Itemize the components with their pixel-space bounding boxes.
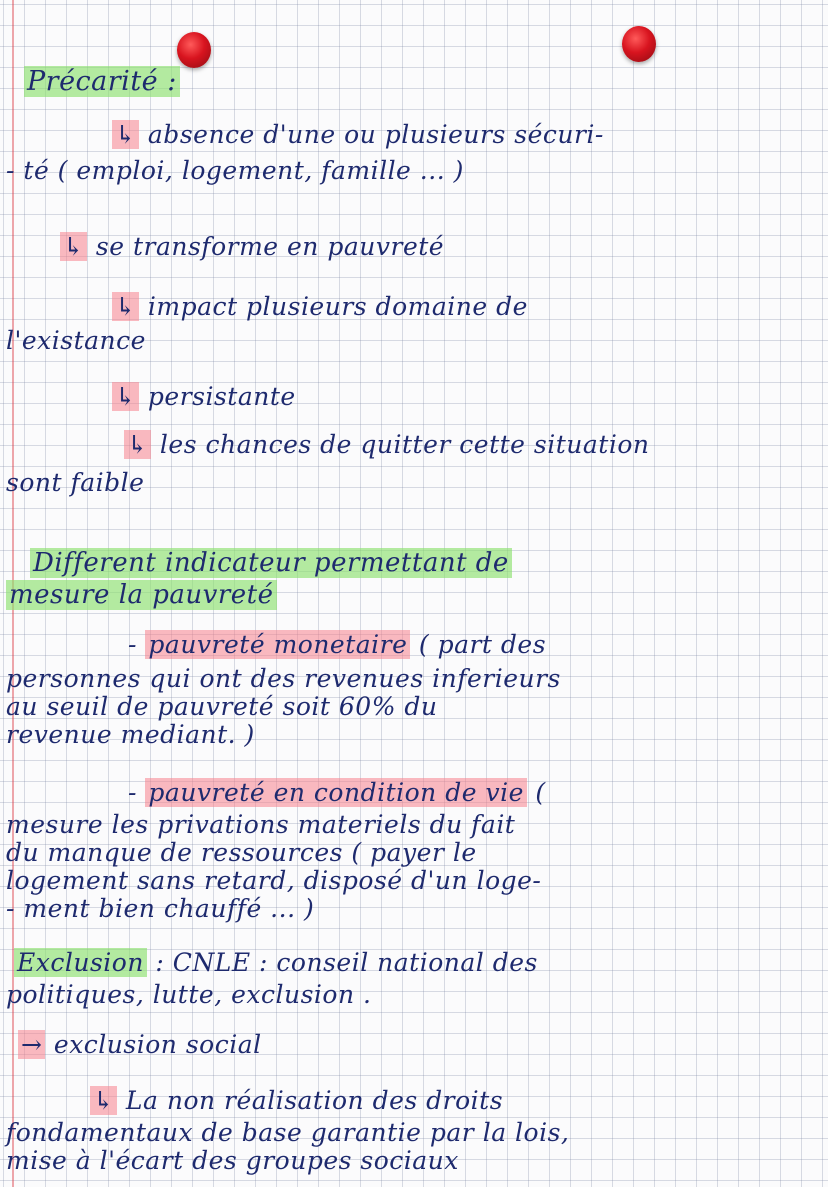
bullet: -: [128, 778, 146, 807]
note-line-13: [6, 664, 561, 693]
note-line-12: [128, 630, 546, 659]
note-text: sont faible: [6, 468, 145, 497]
note-line-21: [14, 948, 538, 977]
note-line-15: [6, 720, 255, 749]
term-pauvrete-monetaire: pauvreté monetaire: [145, 630, 410, 659]
arrow-icon: ↳: [60, 232, 87, 261]
section-heading-indicators-2: mesure la pauvreté: [6, 580, 277, 610]
arrow-icon: ↳: [112, 292, 139, 321]
note-line-18: [6, 838, 477, 867]
note-text: revenue mediant. ): [6, 720, 255, 749]
note-line-6: [6, 326, 146, 355]
note-line-26: [6, 1146, 459, 1175]
note-text: impact plusieurs domaine de: [147, 292, 528, 321]
note-line-8: [124, 430, 650, 459]
note-line-22: [6, 980, 371, 1009]
note-line-23: [18, 1030, 262, 1059]
arrow-icon: ↳: [112, 382, 139, 411]
note-line-16: [128, 778, 546, 807]
note-line-5: [112, 292, 528, 321]
note-text: mesure les privations materiels du fait: [6, 810, 516, 839]
note-text: La non réalisation des droits: [117, 1086, 504, 1115]
note-line-14: [6, 692, 438, 721]
note-text: l'existance: [6, 326, 146, 355]
heading-precarite: [24, 66, 180, 97]
note-text: - té ( emploi, logement, famille ... ): [6, 156, 464, 185]
note-text: exclusion social: [45, 1030, 262, 1059]
note-text: au seuil de pauvreté soit 60% du: [6, 692, 438, 721]
pushpin-left-icon: [177, 32, 211, 68]
note-text: se transforme en pauvreté: [95, 232, 445, 261]
note-text: absence d'une ou plusieurs sécuri-: [147, 120, 604, 149]
note-text: mise à l'écart des groupes sociaux: [6, 1146, 459, 1175]
note-text: persistante: [147, 382, 296, 411]
arrow-icon: ↳: [112, 120, 139, 149]
pushpin-right-icon: [622, 26, 656, 62]
note-line-25: [6, 1118, 569, 1147]
note-line-7: [112, 382, 296, 411]
note-text: fondamentaux de base garantie par la lois,: [6, 1118, 570, 1147]
arrow-icon: ↳: [90, 1086, 117, 1115]
note-text: personnes qui ont des revenues inferieurs: [6, 664, 561, 693]
note-text: politiques, lutte, exclusion .: [6, 980, 372, 1009]
note-text: (: [526, 778, 546, 807]
note-text: du manque de ressources ( payer le: [6, 838, 477, 867]
note-text: : CNLE : conseil national des: [146, 948, 538, 977]
section-heading-indicators: Different indicateur permettant de: [30, 548, 512, 578]
term-pauvrete-condition-vie: pauvreté en condition de vie: [145, 778, 526, 807]
note-text: les chances de quitter cette situation: [159, 430, 650, 459]
note-line-2: [112, 120, 604, 149]
note-line-20: [6, 894, 314, 923]
arrow-icon: ↳: [124, 430, 151, 459]
arrow-right-icon: →: [18, 1030, 45, 1059]
note-line-9: [6, 468, 144, 497]
note-line-10: [30, 548, 512, 578]
heading-precarite-text: Précarité :: [24, 66, 180, 97]
note-text: - ment bien chauffé ... ): [6, 894, 315, 923]
note-line-11: [6, 580, 277, 610]
note-line-3: [6, 156, 464, 185]
note-text: logement sans retard, disposé d'un loge-: [6, 866, 542, 895]
bullet: -: [128, 630, 146, 659]
note-text: ( part des: [410, 630, 547, 659]
heading-exclusion: Exclusion: [14, 948, 147, 977]
note-line-4: [60, 232, 444, 261]
note-line-19: [6, 866, 541, 895]
note-line-17: [6, 810, 515, 839]
note-line-24: [90, 1086, 503, 1115]
